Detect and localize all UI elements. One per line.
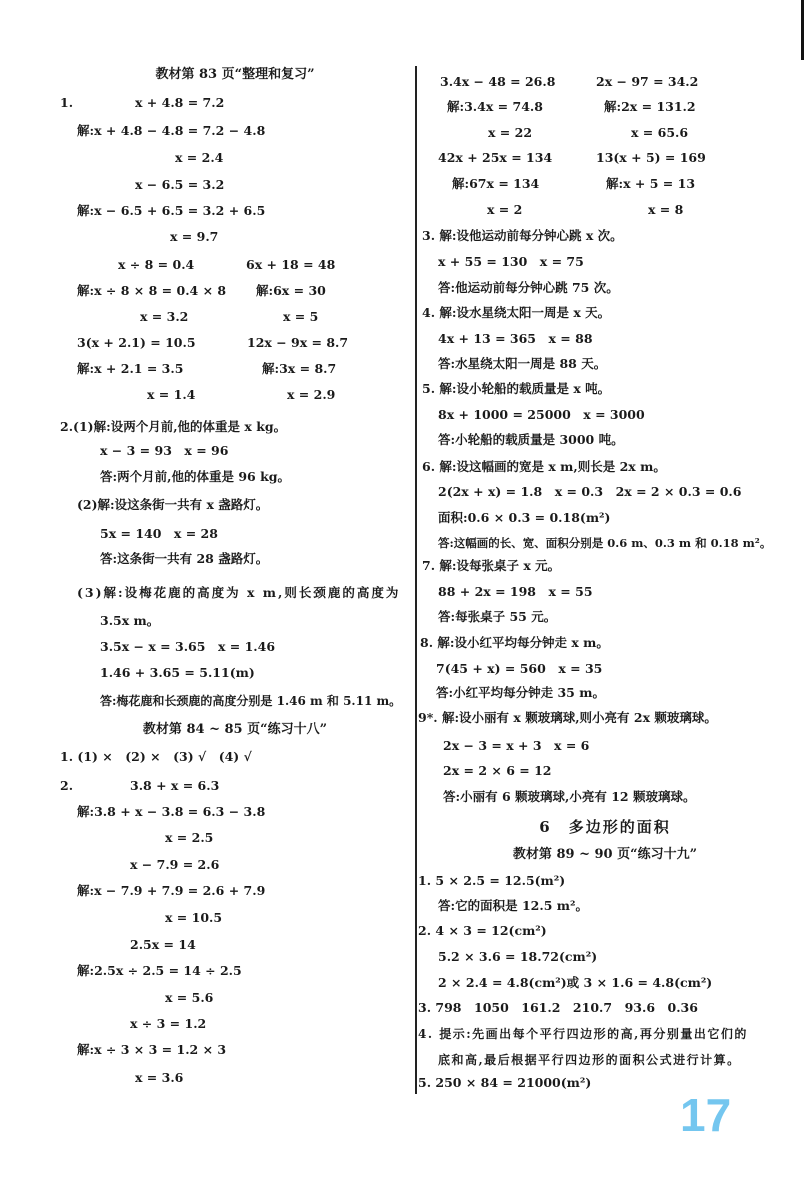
equation: 12x − 9x = 8.7 xyxy=(247,335,349,350)
equation: 88 + 2x = 198 x = 55 xyxy=(438,584,593,599)
equation: 2x = 2 × 6 = 12 xyxy=(443,763,552,778)
equation: 2x − 97 = 34.2 xyxy=(596,74,699,89)
equation: x − 7.9 = 2.6 xyxy=(130,857,220,872)
question-text: 3.5x m。 xyxy=(100,613,160,628)
solution-result: x = 9.7 xyxy=(170,229,219,244)
equation: 7(45 + x) = 560 x = 35 xyxy=(436,661,603,676)
equation: 42x + 25x = 134 xyxy=(438,150,553,165)
answer-text: 答:两个月前,他的体重是 96 kg。 xyxy=(100,469,290,484)
solution-result: x = 1.4 xyxy=(147,387,196,402)
page-number: 17 xyxy=(680,1089,732,1141)
answer-text: 答:这条街一共有 28 盏路灯。 xyxy=(100,551,269,566)
question-text: (3)解:设梅花鹿的高度为 x m,则长颈鹿的高度为 xyxy=(77,585,401,600)
solution-result: x = 3.6 xyxy=(135,1070,184,1085)
solution-result: x = 2.4 xyxy=(175,150,224,165)
equation: 3.8 + x = 6.3 xyxy=(130,778,220,793)
solution-step: 解:2x = 131.2 xyxy=(604,99,696,114)
solution-step: 解:2.5x ÷ 2.5 = 14 ÷ 2.5 xyxy=(77,963,242,978)
solution-step: 解:x − 7.9 + 7.9 = 2.6 + 7.9 xyxy=(77,883,266,898)
answer-text: 答:小红平均每分钟走 35 m。 xyxy=(436,685,605,700)
answer-text: 1. 5 × 2.5 = 12.5(m²) xyxy=(418,873,566,888)
answer-text: 5.2 × 3.6 = 18.72(cm²) xyxy=(438,949,598,964)
answer-text: 2. 4 × 3 = 12(cm²) xyxy=(418,923,547,938)
solution-result: x = 2.5 xyxy=(165,830,214,845)
question-number: 2. xyxy=(60,778,74,793)
answer-text: 答:每张桌子 55 元。 xyxy=(438,609,557,624)
solution-result: x = 2 xyxy=(487,202,523,217)
equation: 13(x + 5) = 169 xyxy=(596,150,706,165)
solution-step: 解:x + 5 = 13 xyxy=(606,176,696,191)
solution-step: 解:x ÷ 3 × 3 = 1.2 × 3 xyxy=(77,1042,227,1057)
section-heading: 教材第 89 ~ 90 页“练习十九” xyxy=(512,847,698,862)
solution-result: x = 5.6 xyxy=(165,990,214,1005)
equation: 面积:0.6 × 0.3 = 0.18(m²) xyxy=(438,510,611,525)
equation: x + 4.8 = 7.2 xyxy=(135,95,225,110)
scan-edge xyxy=(801,0,804,60)
answer-text: 答:小轮船的载质量是 3000 吨。 xyxy=(438,432,624,447)
equation: 8x + 1000 = 25000 x = 3000 xyxy=(438,407,645,422)
solution-result: x = 8 xyxy=(648,202,684,217)
hint-text: 4. 提示:先画出每个平行四边形的高,再分别量出它们的 xyxy=(418,1027,748,1041)
solution-step: 解:3.8 + x − 3.8 = 6.3 − 3.8 xyxy=(77,804,266,819)
solution-step: 解:67x = 134 xyxy=(452,176,540,191)
question-text: 8. 解:设小红平均每分钟走 x m。 xyxy=(420,635,609,650)
solution-result: x = 10.5 xyxy=(165,910,223,925)
answer-text: 答:它的面积是 12.5 m²。 xyxy=(438,898,588,913)
equation: 2(2x + x) = 1.8 x = 0.3 2x = 2 × 0.3 = 0.6 xyxy=(438,484,742,499)
section-heading: 教材第 84 ~ 85 页“练习十八” xyxy=(142,722,328,737)
equation: x − 6.5 = 3.2 xyxy=(135,177,225,192)
question-text: 7. 解:设每张桌子 x 元。 xyxy=(422,558,561,573)
answer-text: 2 × 2.4 = 4.8(cm²)或 3 × 1.6 = 4.8(cm²) xyxy=(438,975,713,990)
answer-text: 5. 250 × 84 = 21000(m²) xyxy=(418,1075,592,1090)
answer-text: 答:水星绕太阳一周是 88 天。 xyxy=(438,356,607,371)
section-heading: 教材第 83 页“整理和复习” xyxy=(155,67,315,82)
question-text: 6. 解:设这幅画的宽是 x m,则长是 2x m。 xyxy=(422,459,666,474)
solution-step: 解:x + 4.8 − 4.8 = 7.2 − 4.8 xyxy=(77,123,266,138)
solution-step: 解:6x = 30 xyxy=(256,283,326,298)
equation: 4x + 13 = 365 x = 88 xyxy=(438,331,593,346)
equation: 2.5x = 14 xyxy=(130,937,196,952)
equation: x ÷ 3 = 1.2 xyxy=(130,1016,207,1031)
question-number: 1. xyxy=(60,95,74,110)
answer-text: 答:他运动前每分钟心跳 75 次。 xyxy=(438,280,619,295)
solution-step: 解:x + 2.1 = 3.5 xyxy=(77,361,184,376)
solution-result: x = 3.2 xyxy=(140,309,189,324)
question-text: 4. 解:设水星绕太阳一周是 x 天。 xyxy=(422,305,611,320)
equation: 6x + 18 = 48 xyxy=(246,257,336,272)
equation: 3(x + 2.1) = 10.5 xyxy=(77,335,196,350)
question-text: 2.(1)解:设两个月前,他的体重是 x kg。 xyxy=(60,419,287,434)
equation: x + 55 = 130 x = 75 xyxy=(438,254,584,269)
equation: 2x − 3 = x + 3 x = 6 xyxy=(443,738,590,753)
solution-step: 解:3.4x = 74.8 xyxy=(447,99,543,114)
equation: x − 3 = 93 x = 96 xyxy=(100,443,229,458)
solution-result: x = 65.6 xyxy=(631,125,689,140)
solution-step: 解:x − 6.5 + 6.5 = 3.2 + 6.5 xyxy=(77,203,266,218)
solution-result: x = 22 xyxy=(488,125,533,140)
question-text: 3. 解:设他运动前每分钟心跳 x 次。 xyxy=(422,228,623,243)
solution-step: 解:3x = 8.7 xyxy=(262,361,337,376)
equation: x ÷ 8 = 0.4 xyxy=(118,257,195,272)
question-text: (2)解:设这条街一共有 x 盏路灯。 xyxy=(77,497,269,512)
equation: 1.46 + 3.65 = 5.11(m) xyxy=(100,665,255,680)
hint-text: 底和高,最后根据平行四边形的面积公式进行计算。 xyxy=(438,1053,741,1067)
equation: 5x = 140 x = 28 xyxy=(100,526,218,541)
answer-text: 3. 798 1050 161.2 210.7 93.6 0.36 xyxy=(418,1000,698,1015)
answer-text: 答:这幅画的长、宽、面积分别是 0.6 m、0.3 m 和 0.18 m²。 xyxy=(438,536,772,550)
question-text: 9*. 解:设小丽有 x 颗玻璃球,则小亮有 2x 颗玻璃球。 xyxy=(418,710,717,725)
equation: 3.4x − 48 = 26.8 xyxy=(440,74,556,89)
chapter-title: 6 多边形的面积 xyxy=(539,818,671,836)
solution-step: 解:x ÷ 8 × 8 = 0.4 × 8 xyxy=(77,283,227,298)
equation: 3.5x − x = 3.65 x = 1.46 xyxy=(100,639,276,654)
answer-text: 答:小丽有 6 颗玻璃球,小亮有 12 颗玻璃球。 xyxy=(443,789,696,804)
solution-result: x = 2.9 xyxy=(287,387,336,402)
answer-text: 答:梅花鹿和长颈鹿的高度分别是 1.46 m 和 5.11 m。 xyxy=(100,694,402,708)
question-text: 5. 解:设小轮船的载质量是 x 吨。 xyxy=(422,381,611,396)
column-divider xyxy=(415,66,417,1094)
solution-result: x = 5 xyxy=(283,309,319,324)
answer-text: 1. (1) × (2) × (3) √ (4) √ xyxy=(60,749,252,764)
